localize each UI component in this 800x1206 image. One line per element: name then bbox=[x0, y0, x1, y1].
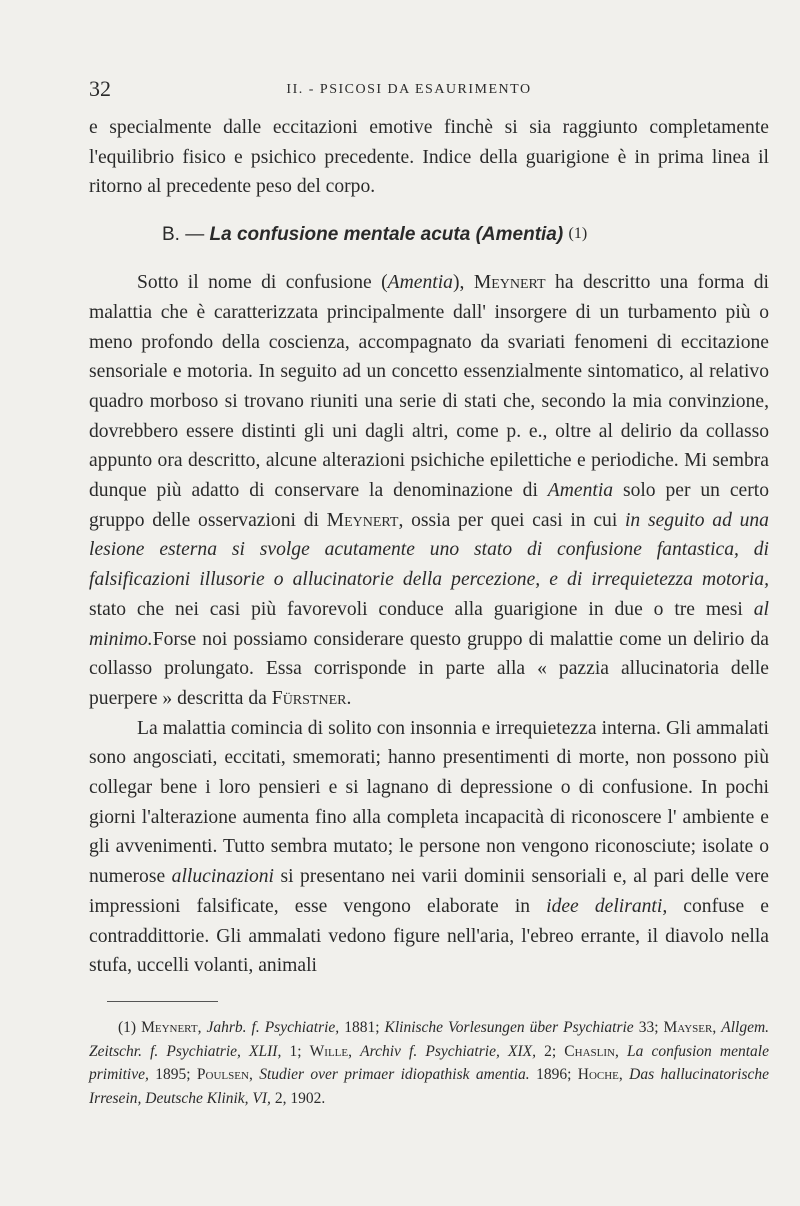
text-run: 33; bbox=[633, 1019, 664, 1036]
footnote-marker: (1) bbox=[568, 225, 588, 243]
work-title: Klinische Vorlesungen über Psychiatrie bbox=[384, 1019, 634, 1036]
footnote-number: (1) bbox=[118, 1019, 142, 1036]
italic-term: al minimo. bbox=[89, 598, 769, 650]
paragraph-3 bbox=[89, 714, 769, 981]
text-run: Sotto il nome di confusione ( bbox=[137, 272, 388, 294]
section-label: B. — bbox=[162, 224, 205, 246]
author-name: Poulsen bbox=[196, 1066, 249, 1083]
text-run: 2, 1902. bbox=[270, 1089, 326, 1107]
italic-term: allucinazioni bbox=[171, 866, 274, 888]
text-run: 2; bbox=[535, 1042, 565, 1060]
text-run: si presentano nei varii dominii sensoriali e, al pari delle vere impressioni falsificate, esse vengono elaborate in bbox=[89, 866, 769, 917]
italic-term: idee deliranti, bbox=[546, 895, 668, 917]
text-run: . bbox=[346, 687, 352, 709]
text-run: , bbox=[248, 1066, 260, 1083]
work-title: Das hallucinatorische Irresein, Deutsche Klinik, VI, bbox=[89, 1066, 770, 1107]
author-name: Meynert bbox=[326, 509, 399, 531]
italic-term: Amentia bbox=[387, 272, 453, 294]
author-name: Meynert bbox=[473, 272, 546, 294]
body-text bbox=[89, 113, 769, 981]
text-run: 1895; bbox=[148, 1066, 197, 1083]
author-name: Meynert bbox=[141, 1019, 198, 1036]
text-run: , bbox=[712, 1019, 722, 1036]
page-header bbox=[89, 76, 729, 106]
section-title: La confusione mentale acuta (Amentia) bbox=[209, 224, 564, 246]
text-run: , ossia per quei casi in cui bbox=[398, 509, 625, 531]
text-run: confuse e contraddittorie. Gli ammalati vedono figure nell'aria, l'ebreo errante, il diavolo nella stufa, uccelli volanti, animali bbox=[89, 895, 769, 977]
page-number: 32 bbox=[89, 76, 111, 101]
text-run: 1; bbox=[281, 1042, 310, 1060]
work-title: Archiv f. Psychiatrie, XIX, bbox=[360, 1042, 536, 1060]
work-title: Jahrb. f. Psychiatrie, bbox=[206, 1019, 340, 1036]
author-name: Fürstner bbox=[271, 687, 347, 709]
italic-definition: in seguito ad una lesione esterna si svolge acutamente uno stato di confusione fantastica, di falsificazioni illusorie o allucinatorie della percezione, e di irrequietezza motoria, bbox=[89, 509, 769, 591]
text-run: 1881; bbox=[339, 1019, 385, 1036]
paragraph-2 bbox=[89, 268, 769, 714]
work-title: Studier over primaer idiopathisk amentia. bbox=[259, 1066, 530, 1083]
running-title: II. - PSICOSI DA ESAURIMENTO bbox=[286, 82, 532, 97]
footnote bbox=[89, 1016, 769, 1110]
text-run: solo per un certo gruppo delle osservazioni di bbox=[89, 480, 769, 531]
italic-term: Amentia bbox=[547, 480, 614, 502]
section-heading bbox=[89, 221, 769, 248]
text-run: ), bbox=[452, 272, 474, 294]
text-run: Forse noi possiamo considerare questo gruppo di malattie come un delirio da collasso prolungato. Essa corrisponde in parte alla « pazzia allucinatoria delle puerpere » descritta da bbox=[89, 628, 769, 709]
text-run: , bbox=[618, 1066, 630, 1083]
text-run: , bbox=[197, 1019, 207, 1036]
work-title: La confusion mentale primitive, bbox=[89, 1042, 769, 1083]
paragraph-1: e specialmente dalle eccitazioni emotive finchè si sia raggiunto completamente l'equilibrio fisico e psichico precedente. Indice della guarigione è in prima linea il ritorno al precedente peso del corpo. bbox=[89, 117, 769, 198]
text-run: , bbox=[614, 1042, 627, 1060]
author-name: Mayser bbox=[663, 1019, 713, 1036]
author-name: Hoche bbox=[577, 1066, 619, 1083]
text-run: 1896; bbox=[529, 1066, 578, 1083]
text-run: stato che nei casi più favorevoli conduce alla guarigione in due o tre mesi bbox=[89, 598, 754, 620]
work-title: Allgem. Zeitschr. f. Psychiatrie, XLII, bbox=[89, 1019, 770, 1060]
footnote-rule bbox=[107, 1001, 218, 1002]
footnote-text bbox=[89, 1016, 769, 1110]
author-name: Chaslin bbox=[564, 1042, 615, 1060]
author-name: Wille bbox=[309, 1042, 349, 1060]
text-run: ha descritto una forma di malattia che è caratterizzata principalmente dall' insorgere di un turbamento più o meno profondo della coscienza, accompagnato da svariati fenomeni di eccitazione sensoriale e motoria. In seguito ad un concetto essenzialmente sintomatico, al relativo quadro morboso si trovano riuniti una serie di stati che, secondo la mia convinzione, dovrebbero essere distinti gli uni dagli altri, come p. e., oltre al delirio da collasso appunto ora descritto, alcune alterazioni psichiche epilettiche e periodiche. Mi sembra dunque più adatto di conservare la denominazione di bbox=[89, 272, 769, 502]
text-run: , bbox=[348, 1042, 361, 1060]
text-run: La malattia comincia di solito con insonnia e irrequietezza interna. Gli ammalati sono angosciati, eccitati, smemorati; hanno presentimenti di morte, non possono più collegar bene i loro pensieri e si lagnano di depressione o di confusione. In pochi giorni l'alterazione aumenta fino alla completa incapacità di riconoscere l' ambiente e gli avvenimenti. Tutto sembra mutato; le persone non vengono riconosciute; isolate o numerose bbox=[89, 717, 769, 888]
